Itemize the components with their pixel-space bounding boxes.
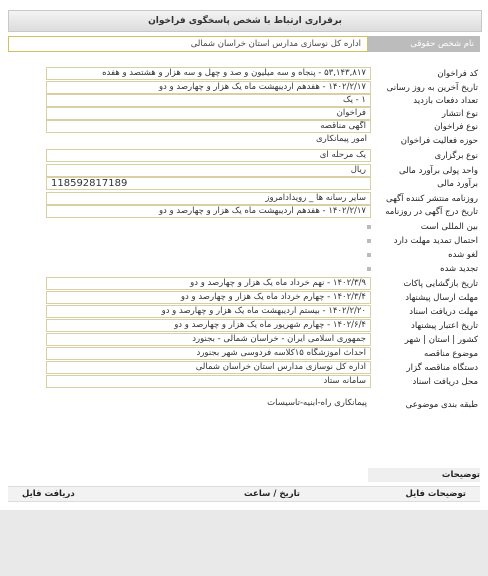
detail-row <box>0 262 488 276</box>
detail-value: احداث آموزشگاه ۱۵کلاسه فردوسی شهر بجنورد <box>46 347 371 360</box>
detail-row <box>0 347 488 361</box>
empty-checkbox-icon <box>367 267 371 271</box>
detail-row <box>0 120 488 134</box>
detail-label: تاریخ اعتبار پیشنهاد <box>411 321 478 331</box>
detail-label: بین المللی است <box>420 222 478 232</box>
detail-label: برآورد مالی <box>437 179 478 189</box>
detail-label: واحد پولی برآورد مالی <box>399 166 478 176</box>
detail-row <box>0 398 488 412</box>
detail-value: جمهوری اسلامی ایران - خراسان شمالی - بجنورد <box>46 333 371 346</box>
detail-label: تعداد دفعات بازدید <box>413 96 478 106</box>
detail-value: پیمانکاری راه-ابنیه-تاسیسات <box>267 398 367 408</box>
detail-label: مهلت دریافت اسناد <box>409 307 478 317</box>
detail-label: تاریخ آخرین به روز رسانی <box>386 83 478 93</box>
detail-row <box>0 375 488 389</box>
contact-value: اداره کل نوسازی مدارس استان خراسان شمالی <box>8 36 368 52</box>
detail-value: یک مرحله ای <box>46 149 371 162</box>
detail-label: احتمال تمدید مهلت دارد <box>393 236 478 246</box>
detail-label: نوع انتشار <box>441 109 478 119</box>
detail-row <box>0 67 488 81</box>
download-file-label: دریافت فایل <box>22 489 75 499</box>
detail-value: ۱۴۰۲/۶/۴ - چهارم شهریور ماه یک هزار و چهارصد و دو <box>46 319 371 332</box>
empty-checkbox-icon <box>367 225 371 229</box>
detail-label: لغو شده <box>448 250 478 260</box>
detail-label: محل دریافت اسناد <box>412 377 478 387</box>
empty-checkbox-icon <box>367 239 371 243</box>
detail-label: تاریخ بازگشایی پاکات <box>403 279 478 289</box>
detail-label: نوع فراخوان <box>434 122 478 132</box>
detail-row <box>0 205 488 219</box>
detail-label: کد فراخوان <box>437 69 478 79</box>
detail-label: موضوع مناقصه <box>423 349 478 359</box>
detail-row <box>0 107 488 121</box>
detail-label: نوع برگزاری <box>434 151 478 161</box>
detail-value: 118592817189 <box>46 177 371 190</box>
detail-label: مهلت ارسال پیشنهاد <box>405 293 478 303</box>
detail-value: آگهی مناقصه <box>46 120 371 133</box>
detail-row <box>0 177 488 191</box>
detail-row <box>0 134 488 148</box>
detail-row <box>0 192 488 206</box>
detail-value: ریال <box>46 164 371 177</box>
detail-row <box>0 94 488 108</box>
detail-label: تاریخ درج آگهی در روزنامه <box>385 207 478 217</box>
detail-row <box>0 164 488 178</box>
file-description-label: توضیحات فایل <box>405 489 466 499</box>
detail-row <box>0 305 488 319</box>
detail-row <box>0 248 488 262</box>
detail-value: ۱۴۰۲/۳/۴ - چهارم خرداد ماه یک هزار و چهارصد و دو <box>46 291 371 304</box>
detail-value: ۵۳,۱۴۳,۸۱۷ - پنجاه و سه میلیون و صد و چهل و سه هزار و هشتصد و هفده <box>46 67 371 80</box>
detail-row <box>0 234 488 248</box>
detail-value: ۱۴۰۲/۳/۹ - نهم خرداد ماه یک هزار و چهارصد و دو <box>46 277 371 290</box>
detail-row <box>0 277 488 291</box>
detail-label: حوزه فعالیت فراخوان <box>400 136 478 146</box>
detail-value: ۱۴۰۲/۲/۲۰ - بیستم اردیبهشت ماه یک هزار و چهارصد و دو <box>46 305 371 318</box>
detail-value: سایر رسانه ها _ رویدادامروز <box>46 192 371 205</box>
detail-label: دستگاه مناقصه گزار <box>406 363 478 373</box>
detail-row <box>0 319 488 333</box>
detail-row <box>0 81 488 95</box>
page-header: برقراری ارتباط با شخص پاسخگوی فراخوان <box>8 10 482 32</box>
detail-row <box>0 220 488 234</box>
detail-row <box>0 149 488 163</box>
detail-value: ۱ - یک <box>46 94 371 107</box>
detail-label: تجدید شده <box>440 264 478 274</box>
detail-value: سامانه ستاد <box>46 375 371 388</box>
detail-value: ۱۴۰۲/۲/۱۷ - هفدهم اردیبهشت ماه یک هزار و چهارصد و دو <box>46 81 371 94</box>
detail-label: طبقه بندی موضوعی <box>405 400 478 410</box>
detail-label: کشور | استان | شهر <box>404 335 478 345</box>
attachments-header <box>8 486 480 502</box>
detail-value: فراخوان <box>46 107 371 120</box>
empty-checkbox-icon <box>367 253 371 257</box>
description-label: توضیحات <box>368 468 480 482</box>
detail-row <box>0 333 488 347</box>
detail-label: روزنامه منتشر کننده آگهی <box>386 194 478 204</box>
date-time-label: تاریخ / ساعت <box>244 489 300 499</box>
detail-row <box>0 291 488 305</box>
detail-value: ۱۴۰۲/۲/۱۷ - هفدهم اردیبهشت ماه یک هزار و چهارصد و دو <box>46 205 371 218</box>
detail-value: اداره کل نوسازی مدارس استان خراسان شمالی <box>46 361 371 374</box>
detail-row <box>0 361 488 375</box>
contact-label: نام شخص حقوقی <box>366 36 480 52</box>
detail-value: امور پیمانکاری <box>316 134 367 144</box>
